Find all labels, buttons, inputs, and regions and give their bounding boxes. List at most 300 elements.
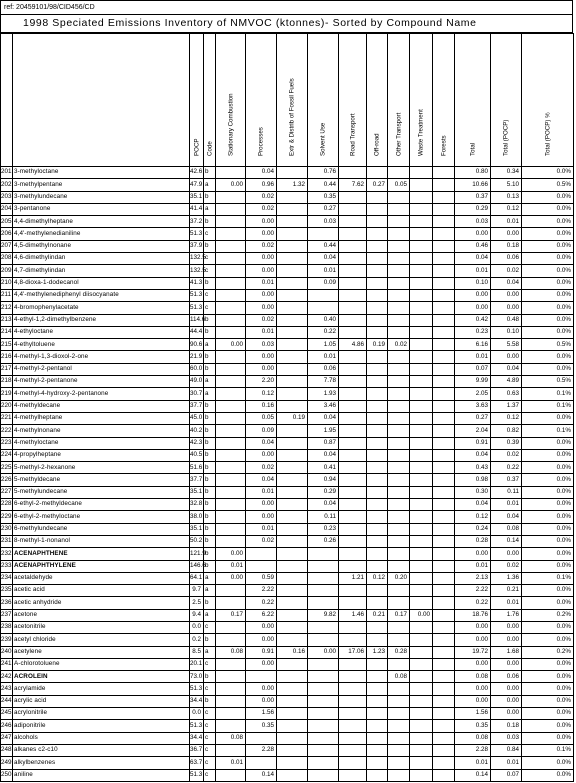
table-row [1, 351, 574, 363]
cell-off [367, 683, 388, 695]
cell-total: 10.66 [455, 179, 491, 191]
cell-code: b [204, 412, 216, 424]
cell-waste [410, 597, 433, 609]
cell-pocp: 2.5 [190, 597, 204, 609]
cell-oth [388, 437, 410, 449]
cell-proc: 0.00 [246, 289, 277, 301]
cell-pocp: 40.5 [190, 449, 204, 461]
table-row [1, 658, 574, 670]
cell-road [339, 277, 367, 289]
cell-waste [410, 216, 433, 228]
cell-solv: 7.78 [308, 376, 339, 388]
cell-off [367, 585, 388, 597]
cell-off [367, 203, 388, 215]
cell-extr [277, 560, 308, 572]
cell-waste [410, 191, 433, 203]
cell-off: 0.27 [367, 179, 388, 191]
cell-oth [388, 499, 410, 511]
cell-off [367, 277, 388, 289]
cell-waste [410, 388, 433, 400]
column-header [410, 34, 433, 167]
cell-road [339, 449, 367, 461]
cell-proc: 0.00 [246, 499, 277, 511]
cell-tpct: 0.2% [522, 646, 574, 658]
cell-tpct: 0.0% [522, 253, 574, 265]
table-row [1, 203, 574, 215]
row-index: 229 [1, 511, 13, 523]
cell-tpct: 0.0% [522, 523, 574, 535]
cell-solv [308, 289, 339, 301]
cell-pocp: 51.3 [190, 302, 204, 314]
cell-road [339, 203, 367, 215]
column-header-label: Solvent Use [319, 122, 327, 156]
cell-road [339, 720, 367, 732]
cell-off [367, 376, 388, 388]
cell-off [367, 412, 388, 424]
cell-extr [277, 203, 308, 215]
cell-off [367, 474, 388, 486]
cell-road [339, 585, 367, 597]
cell-road [339, 695, 367, 707]
cell-waste [410, 314, 433, 326]
row-index: 208 [1, 253, 13, 265]
row-index: 214 [1, 326, 13, 338]
compound-name: ACROLEIN [13, 671, 190, 683]
cell-proc: 0.00 [246, 695, 277, 707]
cell-tpocp: 0.00 [491, 634, 522, 646]
table-row [1, 646, 574, 658]
cell-oth [388, 757, 410, 769]
column-header [388, 34, 410, 167]
cell-forest [433, 253, 455, 265]
cell-tpct: 0.0% [522, 228, 574, 240]
cell-extr [277, 265, 308, 277]
cell-tpocp: 0.01 [491, 499, 522, 511]
cell-proc: 0.00 [246, 351, 277, 363]
cell-tpct: 0.0% [522, 732, 574, 744]
cell-waste [410, 376, 433, 388]
cell-waste [410, 253, 433, 265]
table-row [1, 560, 574, 572]
cell-road: 17.06 [339, 646, 367, 658]
cell-solv [308, 720, 339, 732]
cell-extr [277, 572, 308, 584]
cell-off [367, 388, 388, 400]
cell-code: b [204, 535, 216, 547]
cell-off [367, 462, 388, 474]
table-row [1, 634, 574, 646]
cell-off [367, 486, 388, 498]
cell-extr [277, 388, 308, 400]
cell-waste [410, 203, 433, 215]
table-row [1, 289, 574, 301]
cell-waste [410, 621, 433, 633]
cell-solv [308, 683, 339, 695]
cell-extr [277, 277, 308, 289]
cell-tpocp: 0.00 [491, 289, 522, 301]
cell-off [367, 302, 388, 314]
cell-road [339, 314, 367, 326]
cell-oth [388, 621, 410, 633]
cell-off [367, 289, 388, 301]
cell-pocp: 35.1 [190, 486, 204, 498]
cell-tpocp: 0.00 [491, 548, 522, 560]
compound-name: ACENAPHTHYLENE [13, 560, 190, 572]
cell-solv [308, 757, 339, 769]
cell-tpocp: 0.37 [491, 474, 522, 486]
cell-tpct: 0.0% [522, 240, 574, 252]
cell-total: 0.98 [455, 474, 491, 486]
cell-waste [410, 683, 433, 695]
cell-extr [277, 376, 308, 388]
compound-name: acetic acid [13, 585, 190, 597]
cell-off [367, 314, 388, 326]
cell-solv [308, 732, 339, 744]
cell-tpocp: 0.02 [491, 560, 522, 572]
cell-pocp: 49.0 [190, 376, 204, 388]
cell-pocp: 0.0 [190, 621, 204, 633]
cell-off [367, 511, 388, 523]
cell-stat [216, 203, 246, 215]
table-row [1, 462, 574, 474]
cell-proc: 0.91 [246, 646, 277, 658]
cell-code: c [204, 683, 216, 695]
cell-code: b [204, 560, 216, 572]
row-index: 231 [1, 535, 13, 547]
cell-forest [433, 732, 455, 744]
cell-road [339, 412, 367, 424]
column-header-label: Processes [257, 127, 265, 156]
cell-stat [216, 658, 246, 670]
cell-tpocp: 0.82 [491, 425, 522, 437]
compound-name: 4,4'-methylenedianiline [13, 228, 190, 240]
cell-code: b [204, 523, 216, 535]
cell-tpocp: 0.03 [491, 732, 522, 744]
cell-stat [216, 597, 246, 609]
cell-proc: 1.56 [246, 708, 277, 720]
cell-code: c [204, 708, 216, 720]
cell-total: 0.23 [455, 326, 491, 338]
cell-tpocp: 5.58 [491, 339, 522, 351]
cell-code: b [204, 400, 216, 412]
cell-proc: 0.00 [246, 265, 277, 277]
header-blank-name [13, 34, 190, 167]
cell-total: 0.07 [455, 363, 491, 375]
row-index: 220 [1, 400, 13, 412]
cell-off [367, 437, 388, 449]
cell-road [339, 744, 367, 756]
cell-pocp: 37.7 [190, 474, 204, 486]
cell-waste: 0.00 [410, 609, 433, 621]
cell-code: c [204, 757, 216, 769]
cell-extr [277, 314, 308, 326]
cell-tpocp: 0.00 [491, 621, 522, 633]
row-index: 238 [1, 621, 13, 633]
cell-tpocp: 0.63 [491, 388, 522, 400]
table-row [1, 228, 574, 240]
compound-name: 6-methylundecane [13, 523, 190, 535]
column-header-label: Forests [440, 135, 447, 156]
cell-stat [216, 621, 246, 633]
compound-name: 4-ethyloctane [13, 326, 190, 338]
cell-total: 6.16 [455, 339, 491, 351]
cell-proc: 0.04 [246, 474, 277, 486]
row-index: 225 [1, 462, 13, 474]
cell-total: 0.35 [455, 720, 491, 732]
row-index: 212 [1, 302, 13, 314]
cell-code: a [204, 585, 216, 597]
cell-oth [388, 658, 410, 670]
cell-extr: 0.16 [277, 646, 308, 658]
cell-total: 0.01 [455, 757, 491, 769]
cell-road [339, 253, 367, 265]
cell-proc: 0.05 [246, 412, 277, 424]
cell-waste [410, 646, 433, 658]
cell-tpct: 0.0% [522, 314, 574, 326]
cell-extr [277, 523, 308, 535]
cell-waste [410, 302, 433, 314]
cell-extr [277, 486, 308, 498]
cell-road [339, 388, 367, 400]
cell-tpct: 0.0% [522, 351, 574, 363]
cell-stat [216, 535, 246, 547]
cell-tpct: 0.0% [522, 167, 574, 179]
cell-road [339, 523, 367, 535]
compound-name: adiponitrile [13, 720, 190, 732]
cell-solv: 3.46 [308, 400, 339, 412]
compound-name: 3-methylundecane [13, 191, 190, 203]
cell-proc: 0.02 [246, 240, 277, 252]
cell-waste [410, 437, 433, 449]
row-index: 224 [1, 449, 13, 461]
compound-name: 4,4-dimethylheptane [13, 216, 190, 228]
cell-stat [216, 695, 246, 707]
table-row [1, 535, 574, 547]
table-row [1, 732, 574, 744]
cell-road [339, 240, 367, 252]
cell-code: b [204, 240, 216, 252]
row-index: 216 [1, 351, 13, 363]
cell-code: b [204, 191, 216, 203]
cell-proc: 0.00 [246, 634, 277, 646]
row-index: 217 [1, 363, 13, 375]
cell-extr [277, 671, 308, 683]
cell-forest [433, 769, 455, 781]
cell-waste [410, 634, 433, 646]
cell-oth [388, 363, 410, 375]
cell-forest [433, 412, 455, 424]
cell-stat [216, 400, 246, 412]
cell-oth: 0.05 [388, 179, 410, 191]
cell-extr [277, 621, 308, 633]
cell-oth [388, 560, 410, 572]
cell-waste [410, 240, 433, 252]
cell-waste [410, 708, 433, 720]
cell-pocp: 146.6 [190, 560, 204, 572]
column-header [190, 34, 204, 167]
cell-extr [277, 708, 308, 720]
row-index: 218 [1, 376, 13, 388]
cell-tpocp: 0.00 [491, 351, 522, 363]
cell-waste [410, 474, 433, 486]
row-index: 230 [1, 523, 13, 535]
cell-total: 2.04 [455, 425, 491, 437]
cell-oth [388, 167, 410, 179]
cell-pocp: 34.4 [190, 732, 204, 744]
cell-solv [308, 671, 339, 683]
cell-proc: 0.02 [246, 535, 277, 547]
row-index: 203 [1, 191, 13, 203]
table-row [1, 523, 574, 535]
cell-extr [277, 511, 308, 523]
cell-off: 0.21 [367, 609, 388, 621]
column-header-label: Stationary Combustion [227, 93, 234, 156]
cell-tpct: 0.0% [522, 216, 574, 228]
cell-code: b [204, 363, 216, 375]
cell-oth: 0.28 [388, 646, 410, 658]
cell-pocp: 90.6 [190, 339, 204, 351]
cell-pocp: 51.3 [190, 720, 204, 732]
cell-total: 0.42 [455, 314, 491, 326]
cell-proc: 2.22 [246, 585, 277, 597]
cell-off [367, 400, 388, 412]
cell-solv: 0.29 [308, 486, 339, 498]
cell-oth [388, 400, 410, 412]
cell-code: a [204, 179, 216, 191]
cell-proc: 0.22 [246, 597, 277, 609]
cell-total: 0.03 [455, 216, 491, 228]
cell-waste [410, 695, 433, 707]
cell-proc: 0.59 [246, 572, 277, 584]
cell-extr [277, 167, 308, 179]
cell-off [367, 240, 388, 252]
cell-tpct: 0.0% [522, 585, 574, 597]
cell-tpocp: 0.11 [491, 486, 522, 498]
cell-stat [216, 228, 246, 240]
cell-stat: 0.08 [216, 732, 246, 744]
cell-pocp: 132.5 [190, 253, 204, 265]
cell-stat [216, 499, 246, 511]
cell-extr [277, 240, 308, 252]
cell-forest [433, 535, 455, 547]
cell-tpct: 0.0% [522, 560, 574, 572]
cell-forest [433, 658, 455, 670]
cell-solv: 0.44 [308, 240, 339, 252]
cell-proc: 0.01 [246, 277, 277, 289]
cell-code: c [204, 744, 216, 756]
cell-tpocp: 1.36 [491, 572, 522, 584]
cell-stat: 0.01 [216, 757, 246, 769]
cell-stat [216, 314, 246, 326]
cell-forest [433, 671, 455, 683]
cell-pocp: 51.6 [190, 462, 204, 474]
cell-solv [308, 548, 339, 560]
cell-oth [388, 597, 410, 609]
cell-tpocp: 4.89 [491, 376, 522, 388]
cell-total: 0.00 [455, 634, 491, 646]
cell-pocp: 0.2 [190, 634, 204, 646]
cell-proc: 0.00 [246, 253, 277, 265]
table-row [1, 621, 574, 633]
cell-forest [433, 474, 455, 486]
cell-waste [410, 449, 433, 461]
cell-solv [308, 708, 339, 720]
cell-waste [410, 412, 433, 424]
compound-name: 5-methyldecane [13, 474, 190, 486]
cell-extr [277, 351, 308, 363]
cell-oth [388, 191, 410, 203]
cell-pocp: 63.7 [190, 757, 204, 769]
cell-road [339, 560, 367, 572]
cell-forest [433, 339, 455, 351]
cell-oth [388, 695, 410, 707]
row-index: 237 [1, 609, 13, 621]
cell-oth [388, 289, 410, 301]
cell-pocp: 21.9 [190, 351, 204, 363]
cell-code: c [204, 228, 216, 240]
cell-road: 1.21 [339, 572, 367, 584]
table-row [1, 326, 574, 338]
cell-waste [410, 289, 433, 301]
cell-code: b [204, 671, 216, 683]
row-index: 241 [1, 658, 13, 670]
cell-solv: 0.76 [308, 167, 339, 179]
cell-total: 0.14 [455, 769, 491, 781]
cell-road [339, 474, 367, 486]
cell-off [367, 671, 388, 683]
table-row [1, 191, 574, 203]
cell-road [339, 363, 367, 375]
cell-tpct: 0.1% [522, 388, 574, 400]
cell-waste [410, 265, 433, 277]
cell-forest [433, 720, 455, 732]
cell-tpct: 0.0% [522, 191, 574, 203]
table-row [1, 757, 574, 769]
table-row [1, 412, 574, 424]
cell-oth [388, 585, 410, 597]
cell-code: b [204, 437, 216, 449]
cell-road [339, 351, 367, 363]
cell-total: 0.01 [455, 351, 491, 363]
cell-oth [388, 535, 410, 547]
compound-name: 4-methylheptane [13, 412, 190, 424]
reference-line: ref: 20459101/98/CID456/CD [0, 0, 573, 15]
cell-pocp: 8.5 [190, 646, 204, 658]
cell-tpct: 0.0% [522, 597, 574, 609]
cell-proc: 0.00 [246, 511, 277, 523]
cell-oth [388, 203, 410, 215]
cell-road [339, 326, 367, 338]
table-row [1, 339, 574, 351]
compound-name: 5-methylundecane [13, 486, 190, 498]
cell-stat: 0.00 [216, 548, 246, 560]
cell-extr [277, 425, 308, 437]
table-row [1, 499, 574, 511]
cell-pocp: 41.3 [190, 277, 204, 289]
column-header-label: Waste Treatment [417, 109, 425, 156]
cell-pocp: 114.6 [190, 314, 204, 326]
column-header [277, 34, 308, 167]
cell-oth [388, 425, 410, 437]
cell-stat [216, 769, 246, 781]
cell-total: 19.72 [455, 646, 491, 658]
cell-solv: 0.94 [308, 474, 339, 486]
cell-off [367, 535, 388, 547]
cell-waste [410, 228, 433, 240]
cell-solv: 0.40 [308, 314, 339, 326]
cell-road [339, 191, 367, 203]
cell-forest [433, 326, 455, 338]
